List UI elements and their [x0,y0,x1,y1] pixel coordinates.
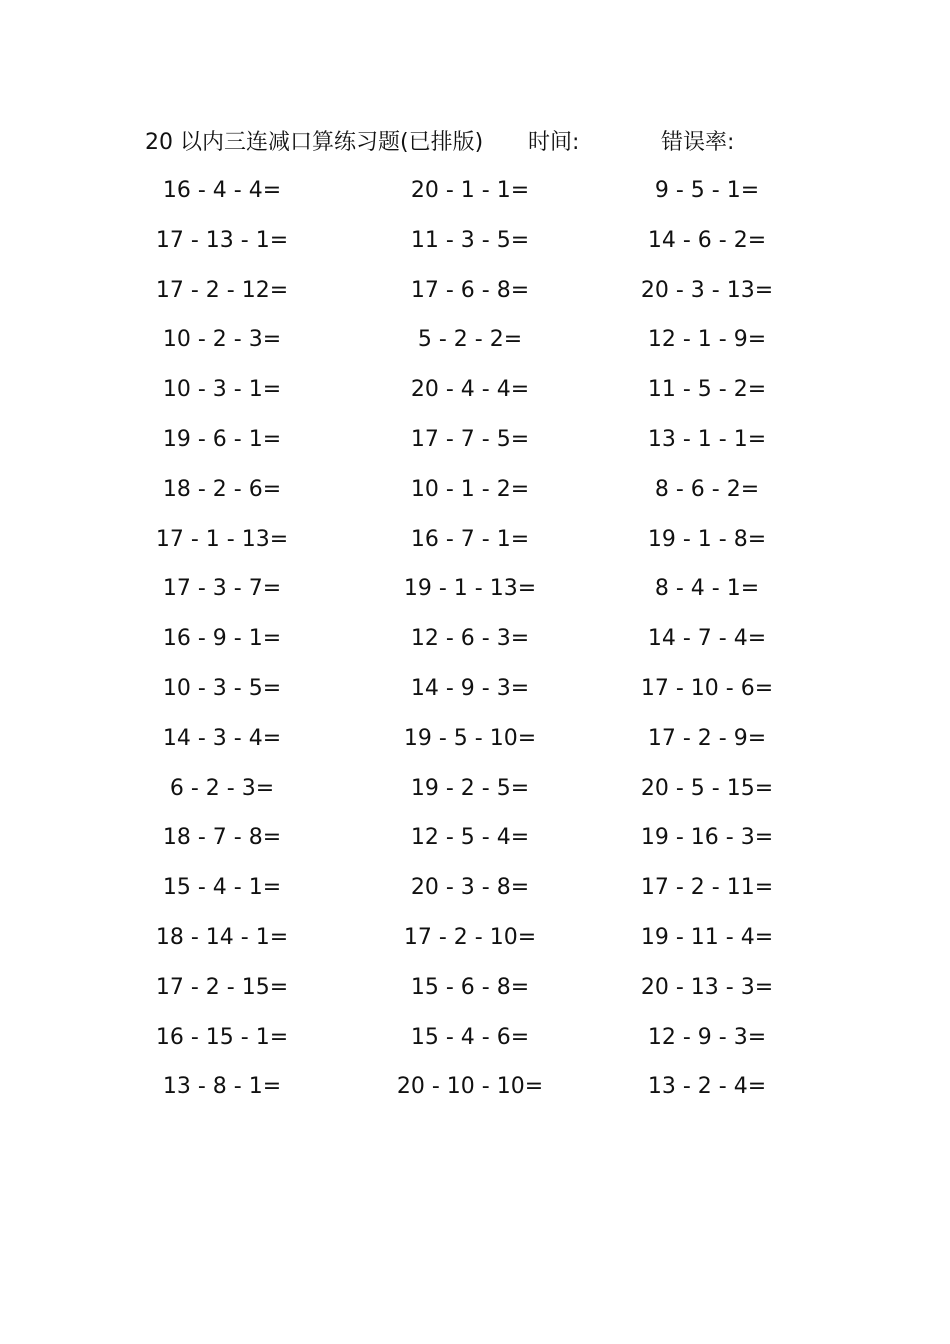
problem-item: 13 - 1 - 1= [647,426,767,452]
problem-row [0,323,950,373]
problem-item: 18 - 14 - 1= [155,924,289,950]
error-rate-label: 错误率: [661,130,735,155]
problem-item: 16 - 4 - 4= [162,178,282,203]
problem-item: 14 - 3 - 4= [162,725,282,751]
problem-item: 5 - 2 - 2= [417,327,523,353]
problem-item: 17 - 10 - 6= [640,675,774,701]
problem-item: 10 - 3 - 5= [162,675,282,701]
problem-row [0,274,950,324]
problem-item: 18 - 7 - 8= [162,825,282,851]
problem-item: 9 - 5 - 1= [654,178,760,203]
problem-row [0,772,950,822]
problem-item: 20 - 5 - 15= [640,775,774,801]
problem-item: 20 - 3 - 13= [640,277,774,303]
problem-row [0,373,950,423]
problem-item: 15 - 4 - 1= [162,875,282,901]
problem-item: 17 - 3 - 7= [162,576,282,602]
problem-item: 17 - 6 - 8= [410,277,530,303]
problem-item: 17 - 7 - 5= [410,426,530,452]
problem-item: 13 - 8 - 1= [162,1074,282,1100]
problem-item: 20 - 3 - 8= [410,875,530,901]
problem-row [0,1021,950,1071]
problem-item: 17 - 2 - 11= [640,875,774,901]
problem-item: 12 - 6 - 3= [410,626,530,652]
problem-item: 19 - 11 - 4= [640,924,774,950]
problem-item: 19 - 16 - 3= [640,825,774,851]
problem-item: 19 - 5 - 10= [403,725,537,751]
problem-row [0,473,950,523]
problem-item: 16 - 15 - 1= [155,1024,289,1050]
problem-item: 16 - 9 - 1= [162,626,282,652]
worksheet-header [0,126,950,160]
problem-item: 20 - 13 - 3= [640,974,774,1000]
problem-item: 20 - 10 - 10= [396,1074,544,1100]
problem-item: 8 - 4 - 1= [654,576,760,602]
problem-item: 16 - 7 - 1= [410,526,530,552]
problem-item: 17 - 2 - 9= [647,725,767,751]
problem-item: 6 - 2 - 3= [169,775,275,801]
problem-item: 18 - 2 - 6= [162,476,282,502]
problem-row [0,821,950,871]
problem-item: 15 - 6 - 8= [410,974,530,1000]
problem-item: 19 - 6 - 1= [162,426,282,452]
problem-item: 20 - 1 - 1= [410,178,530,203]
problem-item: 20 - 4 - 4= [410,377,530,403]
problem-item: 10 - 2 - 3= [162,327,282,353]
problem-item: 15 - 4 - 6= [410,1024,530,1050]
problem-item: 12 - 9 - 3= [647,1024,767,1050]
problem-item: 17 - 1 - 13= [155,526,289,552]
problem-item: 10 - 3 - 1= [162,377,282,403]
problem-item: 17 - 2 - 12= [155,277,289,303]
problem-item: 12 - 1 - 9= [647,327,767,353]
problem-item: 10 - 1 - 2= [410,476,530,502]
problem-item: 17 - 13 - 1= [155,227,289,253]
problem-row [0,622,950,672]
problem-item: 12 - 5 - 4= [410,825,530,851]
problem-row [0,523,950,573]
worksheet-title: 20 以内三连减口算练习题(已排版) [145,130,484,155]
problem-row [0,572,950,622]
problem-item: 17 - 2 - 10= [403,924,537,950]
problem-row [0,423,950,473]
problem-row [0,174,950,224]
problem-item: 14 - 9 - 3= [410,675,530,701]
problem-item: 19 - 2 - 5= [410,775,530,801]
problem-item: 11 - 5 - 2= [647,377,767,403]
problem-row [0,971,950,1021]
problem-row [0,871,950,921]
problem-row [0,722,950,772]
problem-row [0,224,950,274]
problem-row [0,672,950,722]
problem-item: 8 - 6 - 2= [654,476,760,502]
problem-item: 14 - 7 - 4= [647,626,767,652]
problem-item: 14 - 6 - 2= [647,227,767,253]
problem-item: 17 - 2 - 15= [155,974,289,1000]
time-label: 时间: [528,130,580,155]
problem-item: 13 - 2 - 4= [647,1074,767,1100]
problem-row [0,1070,950,1120]
problem-row [0,921,950,971]
problem-grid [0,174,950,1120]
problem-item: 19 - 1 - 8= [647,526,767,552]
problem-item: 19 - 1 - 13= [403,576,537,602]
problem-item: 11 - 3 - 5= [410,227,530,253]
